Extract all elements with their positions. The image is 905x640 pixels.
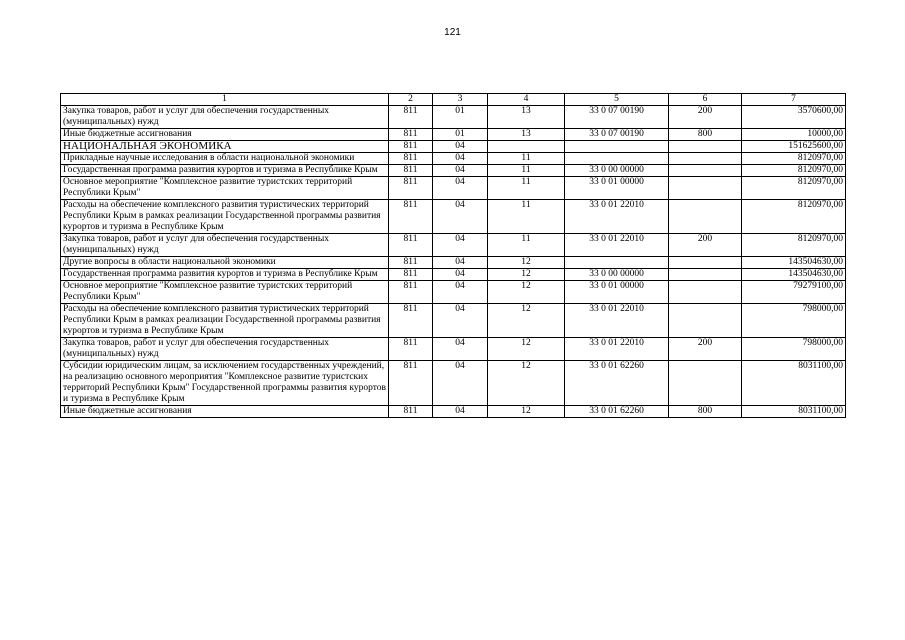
row-sum: 8120970,00	[742, 165, 846, 177]
row-pr: 13	[488, 129, 565, 141]
row-name: Основное мероприятие "Комплексное развитие туристских территорий Республики Крым"	[61, 177, 389, 200]
row-vr	[669, 141, 742, 153]
row-ved: 811	[389, 361, 433, 406]
row-name: Государственная программа развития курортов и туризма в Республике Крым	[61, 269, 389, 281]
table-row	[61, 257, 846, 269]
row-pr: 11	[488, 200, 565, 234]
row-csr	[565, 153, 669, 165]
row-name: Основное мероприятие "Комплексное развитие туристских территорий Республики Крым"	[61, 281, 389, 304]
row-vr	[669, 165, 742, 177]
table-row	[61, 338, 846, 361]
row-ved: 811	[389, 129, 433, 141]
row-pr: 12	[488, 269, 565, 281]
row-sum: 3570600,00	[742, 106, 846, 129]
table-row	[61, 177, 846, 200]
table-row	[61, 269, 846, 281]
column-header-pr: 4	[488, 94, 565, 106]
row-rz: 04	[433, 200, 488, 234]
row-csr: 33 0 01 62260	[565, 406, 669, 418]
table-row	[61, 129, 846, 141]
column-header-sum: 7	[742, 94, 846, 106]
row-ved: 811	[389, 304, 433, 338]
row-pr: 12	[488, 361, 565, 406]
row-rz: 04	[433, 141, 488, 153]
row-rz: 04	[433, 338, 488, 361]
row-vr: 200	[669, 106, 742, 129]
row-ved: 811	[389, 106, 433, 129]
row-vr: 800	[669, 129, 742, 141]
header-row	[61, 94, 846, 106]
row-ved: 811	[389, 269, 433, 281]
row-pr: 13	[488, 106, 565, 129]
row-pr: 12	[488, 304, 565, 338]
row-rz: 04	[433, 281, 488, 304]
row-rz: 04	[433, 234, 488, 257]
row-rz: 04	[433, 361, 488, 406]
row-csr: 33 0 07 00190	[565, 106, 669, 129]
row-name: Иные бюджетные ассигнования	[61, 129, 389, 141]
row-name: Другие вопросы в области национальной экономики	[61, 257, 389, 269]
row-name: Прикладные научные исследования в области национальной экономики	[61, 153, 389, 165]
row-ved: 811	[389, 177, 433, 200]
row-vr	[669, 200, 742, 234]
row-sum: 8031100,00	[742, 361, 846, 406]
table-row	[61, 406, 846, 418]
row-ved: 811	[389, 234, 433, 257]
row-vr	[669, 177, 742, 200]
row-ved: 811	[389, 257, 433, 269]
row-rz: 01	[433, 129, 488, 141]
row-rz: 04	[433, 269, 488, 281]
row-ved: 811	[389, 200, 433, 234]
row-csr: 33 0 01 22010	[565, 200, 669, 234]
row-sum: 79279100,00	[742, 281, 846, 304]
page-number: 121	[444, 27, 461, 38]
row-csr	[565, 141, 669, 153]
table-row	[61, 200, 846, 234]
table-row	[61, 234, 846, 257]
row-sum: 10000,00	[742, 129, 846, 141]
row-vr	[669, 257, 742, 269]
row-csr: 33 0 01 22010	[565, 304, 669, 338]
row-name: Расходы на обеспечение комплексного развития туристических территорий Республики Крым в рамках реализации Государственной программы развития курортов и туризма в Республике Крым	[61, 200, 389, 234]
row-sum: 8120970,00	[742, 177, 846, 200]
row-pr: 11	[488, 153, 565, 165]
row-csr: 33 0 01 22010	[565, 338, 669, 361]
row-name: Государственная программа развития курортов и туризма в Республике Крым	[61, 165, 389, 177]
row-ved: 811	[389, 153, 433, 165]
column-header-vr: 6	[669, 94, 742, 106]
section-title: НАЦИОНАЛЬНАЯ ЭКОНОМИКА	[61, 141, 389, 153]
row-ved: 811	[389, 338, 433, 361]
row-name: Расходы на обеспечение комплексного развития туристических территорий Республики Крым в рамках реализации Государственной программы развития курортов и туризма в Республике Крым	[61, 304, 389, 338]
row-rz: 04	[433, 257, 488, 269]
row-sum: 8031100,00	[742, 406, 846, 418]
row-name: Закупка товаров, работ и услуг для обеспечения государственных (муниципальных) нужд	[61, 338, 389, 361]
column-header-csr: 5	[565, 94, 669, 106]
table-row	[61, 361, 846, 406]
row-pr: 12	[488, 338, 565, 361]
row-pr: 11	[488, 177, 565, 200]
row-vr: 200	[669, 338, 742, 361]
row-sum: 8120970,00	[742, 234, 846, 257]
row-csr: 33 0 00 00000	[565, 269, 669, 281]
table-row	[61, 106, 846, 129]
table-row	[61, 165, 846, 177]
row-sum: 143504630,00	[742, 269, 846, 281]
column-header-ved: 2	[389, 94, 433, 106]
row-rz: 04	[433, 177, 488, 200]
row-ved: 811	[389, 165, 433, 177]
row-ved: 811	[389, 406, 433, 418]
row-rz: 01	[433, 106, 488, 129]
table-row	[61, 281, 846, 304]
section-row	[61, 141, 846, 153]
row-sum: 798000,00	[742, 304, 846, 338]
row-sum: 8120970,00	[742, 200, 846, 234]
row-vr	[669, 361, 742, 406]
row-sum: 151625600,00	[742, 141, 846, 153]
row-sum: 143504630,00	[742, 257, 846, 269]
row-csr: 33 0 01 00000	[565, 177, 669, 200]
row-name: Иные бюджетные ассигнования	[61, 406, 389, 418]
row-vr	[669, 281, 742, 304]
row-rz: 04	[433, 165, 488, 177]
row-pr	[488, 141, 565, 153]
column-header-name: 1	[61, 94, 389, 106]
row-rz: 04	[433, 153, 488, 165]
row-sum: 798000,00	[742, 338, 846, 361]
row-pr: 11	[488, 165, 565, 177]
budget-table	[60, 93, 846, 418]
row-vr	[669, 153, 742, 165]
row-csr: 33 0 01 00000	[565, 281, 669, 304]
row-ved: 811	[389, 141, 433, 153]
row-csr: 33 0 00 00000	[565, 165, 669, 177]
column-header-rz: 3	[433, 94, 488, 106]
row-pr: 11	[488, 234, 565, 257]
row-csr: 33 0 01 62260	[565, 361, 669, 406]
row-csr: 33 0 07 00190	[565, 129, 669, 141]
row-sum: 8120970,00	[742, 153, 846, 165]
row-name: Субсидии юридическим лицам, за исключением государственных учреждений, на реализацию основного мероприятия "Комплексное развитие туристских территорий Республики Крым" Государственной программы развития курортов и туризма в Республике Крым	[61, 361, 389, 406]
row-ved: 811	[389, 281, 433, 304]
row-vr	[669, 269, 742, 281]
row-vr	[669, 304, 742, 338]
table-row	[61, 304, 846, 338]
row-pr: 12	[488, 257, 565, 269]
row-rz: 04	[433, 304, 488, 338]
row-pr: 12	[488, 281, 565, 304]
row-vr: 800	[669, 406, 742, 418]
table-row	[61, 153, 846, 165]
row-name: Закупка товаров, работ и услуг для обеспечения государственных (муниципальных) нужд	[61, 234, 389, 257]
row-pr: 12	[488, 406, 565, 418]
row-rz: 04	[433, 406, 488, 418]
row-csr	[565, 257, 669, 269]
row-name: Закупка товаров, работ и услуг для обеспечения государственных (муниципальных) нужд	[61, 106, 389, 129]
row-csr: 33 0 01 22010	[565, 234, 669, 257]
row-vr: 200	[669, 234, 742, 257]
